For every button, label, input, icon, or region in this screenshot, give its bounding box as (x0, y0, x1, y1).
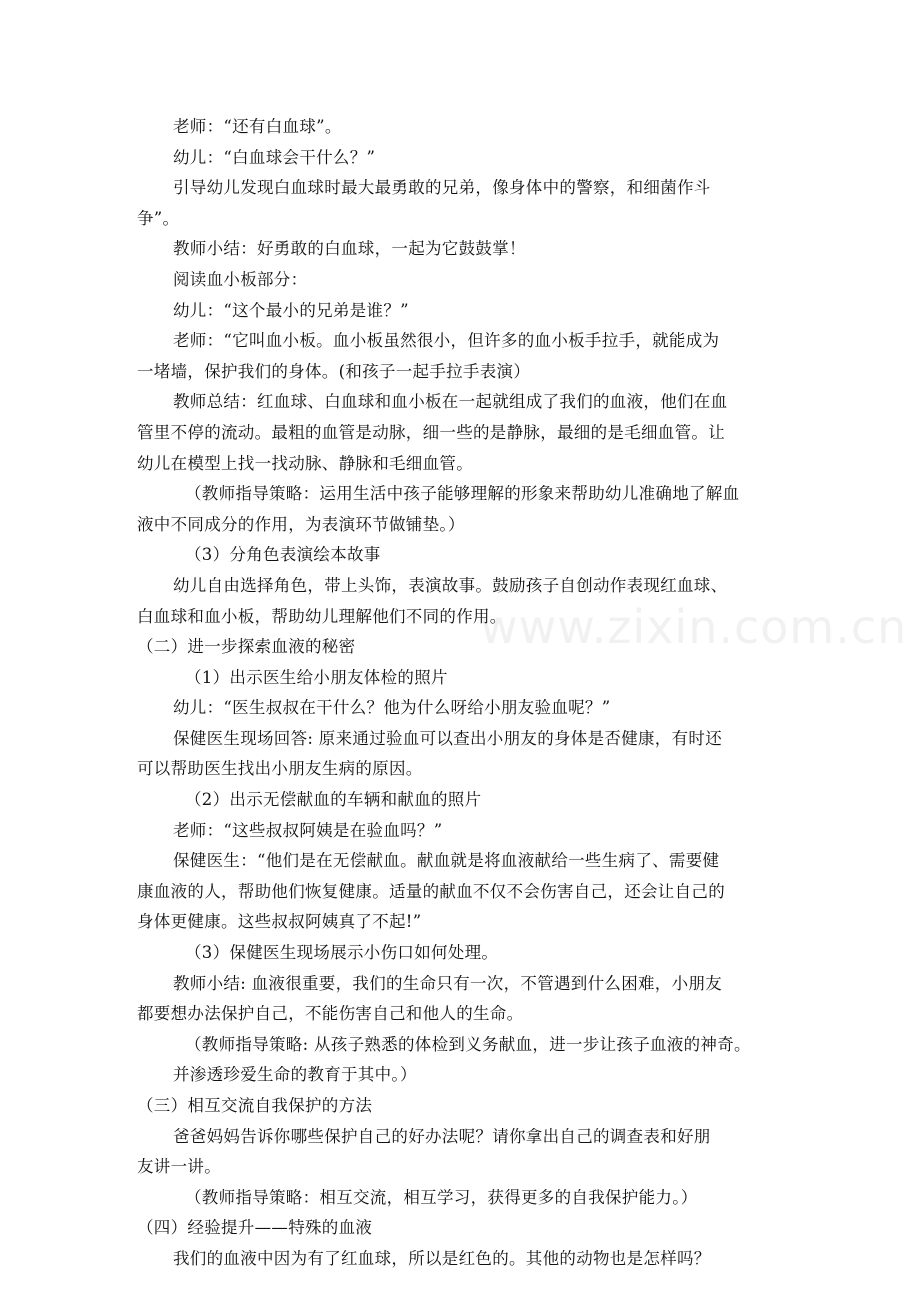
text-line: 爸爸妈妈告诉你哪些保护自己的好办法呢？请你拿出自己的调查表和好朋 (173, 1126, 711, 1146)
text-line: （教师指导策略：相互交流，相互学习，获得更多的自我保护能力。） (185, 1187, 698, 1207)
text-line: 液中不同成分的作用，为表演环节做铺垫。） (137, 514, 465, 534)
text-line: 教师总结：红血球、白血球和血小板在一起就组成了我们的血液，他们在血 (173, 392, 728, 412)
text-line: 教师小结: 血液很重要，我们的生命只有一次，不管遇到什么困难，小朋友 (173, 973, 723, 993)
text-line: 老师：“还有白血球”。 (173, 117, 342, 136)
text-line: 幼儿自由选择角色，带上头饰，表演故事。鼓励孩子自创动作表现红血球、 (173, 575, 728, 595)
text-line: 阅读血小板部分： (173, 269, 308, 289)
text-line: 都要想办法保护自己，不能伤害自己和他人的生命。 (137, 1004, 524, 1024)
text-line: 保健医生：“他们是在无偿献血。献血就是将血液献给一些生病了、需要健 (173, 851, 720, 871)
text-line: 幼儿：“医生叔叔在干什么？他为什么呀给小朋友验血呢？” (173, 698, 611, 718)
document-body (137, 112, 797, 1275)
text-line: 引导幼儿发现白血球时最大最勇敢的兄弟，像身体中的警察，和细菌作斗 (173, 178, 711, 198)
section-heading: （二）进一步探索血液的秘密 (137, 637, 356, 657)
text-line: 争”。 (137, 208, 180, 228)
text-line: 一堵墙，保护我们的身体。(和孩子一起手拉手表演） (137, 361, 531, 381)
text-line: 幼儿：“白血球会干什么？” (173, 147, 376, 167)
text-line: 幼儿：“这个最小的兄弟是谁？” (173, 300, 409, 320)
text-line: （教师指导策略: 从孩子熟悉的体检到义务献血，进一步让孩子血液的神奇。 (185, 1034, 751, 1054)
text-line: 老师：“它叫血小板。血小板虽然很小，但许多的血小板手拉手，就能成为 (173, 331, 720, 351)
text-line: 康血液的人，帮助他们恢复健康。适量的献血不仅不会伤害自己，还会让自己的 (137, 881, 725, 901)
text-line: （教师指导策略：运用生活中孩子能够理解的形象来帮助幼儿准确地了解血 (185, 484, 740, 504)
text-line: 老师：“这些叔叔阿姨是在验血吗？” (173, 820, 443, 840)
section-heading: （1）出示医生给小朋友体检的照片 (185, 667, 448, 687)
section-heading: （2）出示无偿献血的车辆和献血的照片 (185, 790, 482, 810)
text-line: 并渗透珍爱生命的教育于其中。） (173, 1065, 417, 1085)
text-line: 我们的血液中因为有了红血球，所以是红色的。其他的动物也是怎样吗？ (173, 1248, 711, 1268)
text-line: 身体更健康。这些叔叔阿姨真了不起!” (137, 912, 422, 932)
text-line: 可以帮助医生找出小朋友生病的原因。 (137, 759, 423, 779)
text-line: 管里不停的流动。最粗的血管是动脉，细一些的是静脉，最细的是毛细血管。让 (137, 422, 725, 442)
text-line: 教师小结：好勇敢的白血球，一起为它鼓鼓掌！ (173, 239, 526, 259)
section-heading: （三）相互交流自我保护的方法 (137, 1096, 373, 1115)
section-heading: （3）保健医生现场展示小伤口如何处理。 (185, 943, 499, 963)
section-heading: （3）分角色表演绘本故事 (185, 545, 381, 565)
text-line: 保健医生现场回答: 原来通过验血可以查出小朋友的身体是否健康，有时还 (173, 728, 723, 748)
section-heading: （四）经验提升——特殊的血液 (137, 1218, 373, 1238)
watermark: www.zixin.com.cn (480, 600, 908, 654)
text-line: 幼儿在模型上找一找动脉、静脉和毛细血管。 (137, 453, 473, 473)
text-line: 白血球和血小板，帮助幼儿理解他们不同的作用。 (137, 606, 507, 626)
text-line: 友讲一讲。 (137, 1157, 221, 1177)
